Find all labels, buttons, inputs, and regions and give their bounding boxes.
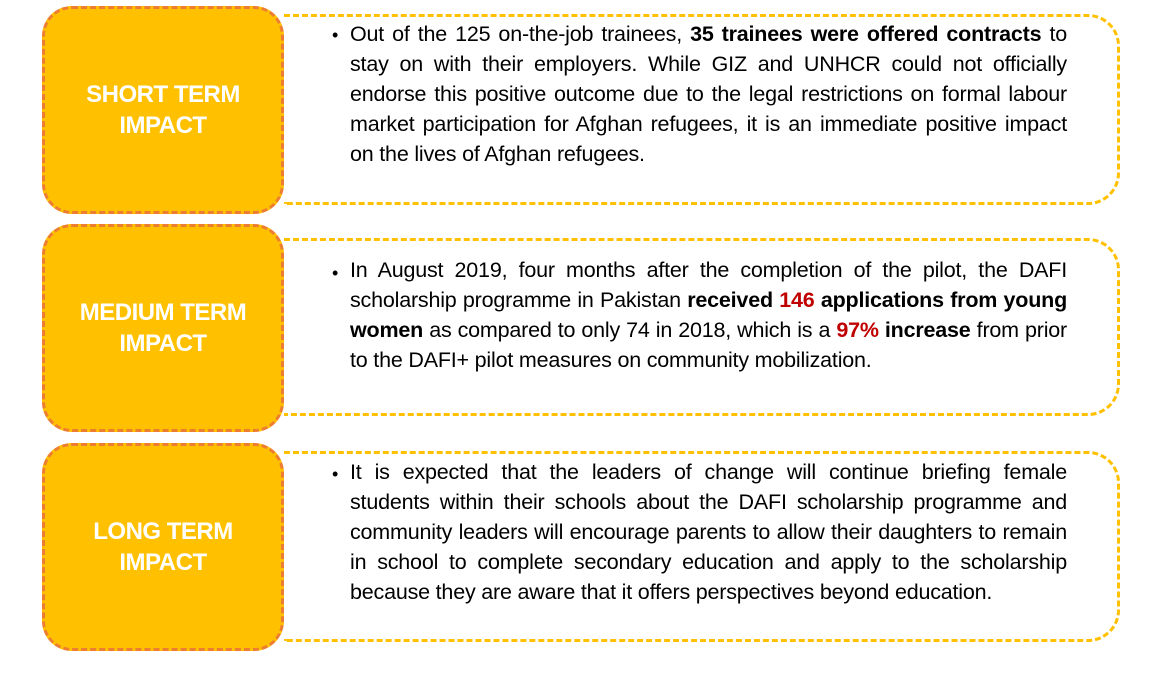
long-term-text-box (284, 451, 1120, 642)
bullet-icon: • (332, 263, 339, 283)
medium-term-text-box (284, 238, 1120, 416)
short-term-label-box (42, 6, 284, 214)
medium-term-label-box (42, 224, 284, 432)
medium-term-description: In August 2019, four months after the completion of the pilot, the DAFI scholarship programme in Pakistan received 146 applications from young women as compared to only 74 in 2018, which is a 97% increase from prior to the DAFI+ pilot measures on community mobilization. (350, 258, 1068, 372)
bullet-icon: • (332, 25, 339, 45)
medium-term-label: MEDIUM TERM IMPACT (79, 299, 247, 357)
short-term-label: SHORT TERM IMPACT (86, 81, 240, 139)
long-term-label: LONG TERM IMPACT (93, 518, 233, 576)
short-term-text-box (284, 14, 1120, 205)
long-term-label-box (42, 443, 284, 651)
short-term-description: Out of the 125 on-the-job trainees, 35 trainees were offered contracts to stay on with their employers. While GIZ and UNHCR could not officially endorse this positive outcome due to the legal restrictions on formal labour market participation for Afghan refugees, it is an immediate positive impact on the lives of Afghan refugees. (350, 22, 1067, 166)
bullet-icon: • (332, 464, 339, 484)
long-term-description: It is expected that the leaders of change will continue briefing female students within their schools about the DAFI scholarship programme and community leaders will encourage parents to allow their daughters to remain in school to complete secondary education and apply to the scholarship because they are aware that it offers perspectives beyond education. (350, 460, 1067, 604)
